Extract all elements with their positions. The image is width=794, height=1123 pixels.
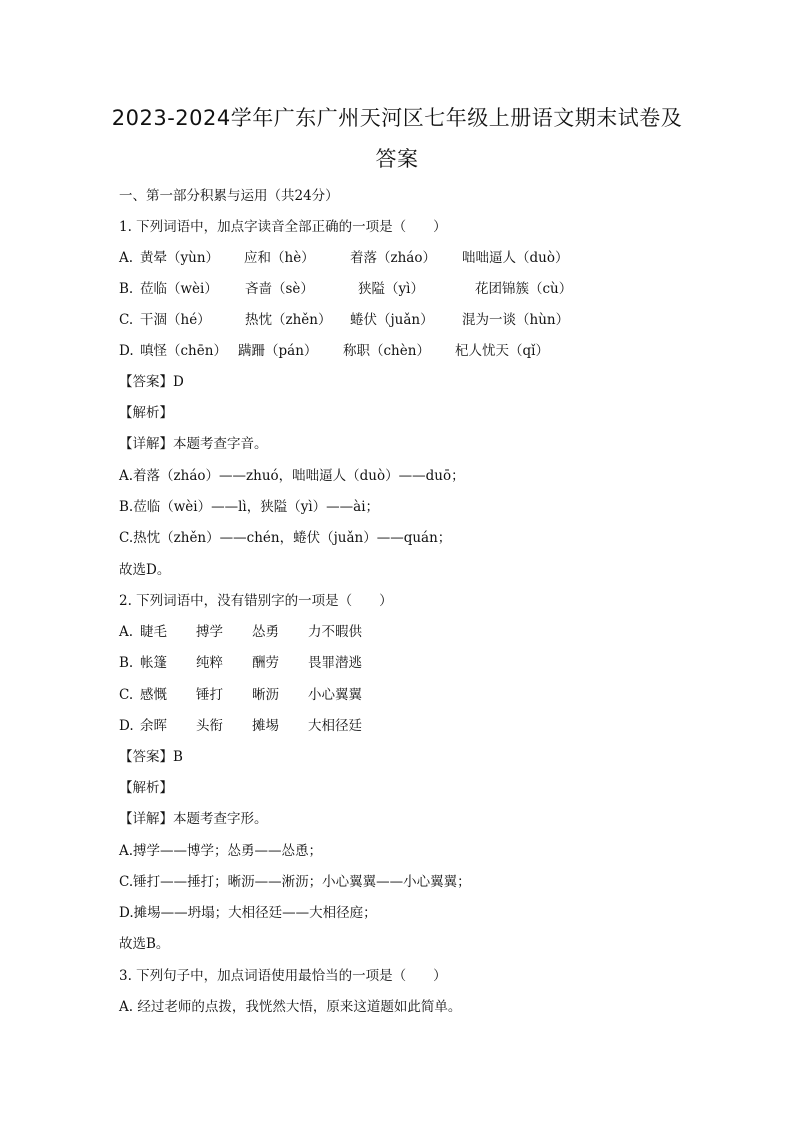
option-item: 蜷伏（juǎn） — [350, 312, 434, 328]
option-label: D. — [119, 343, 134, 359]
option-label: C. — [119, 312, 134, 328]
option-item: 头衔 — [196, 718, 223, 734]
document-title-line-2: 答案 — [375, 147, 419, 171]
option-item: 嗔怪（chēn） — [140, 343, 227, 359]
option-item: 狭隘（yì） — [358, 281, 424, 297]
q1-conclusion: 故选D。 — [119, 562, 171, 578]
option-label: A. — [119, 624, 134, 640]
option-item: 畏罪潜逃 — [308, 655, 362, 671]
option-item: 大相径廷 — [308, 718, 362, 734]
question-3-stem: 3. 下列句子中，加点词语使用最恰当的一项是（ ） — [119, 968, 447, 984]
option-item: 锤打 — [196, 687, 223, 703]
option-label: D. — [119, 718, 134, 734]
option-item: 咄咄逼人（duò） — [462, 250, 569, 266]
q1-explanation-c: C.热忱（zhěn）——chén，蜷伏（juǎn）——quán； — [119, 530, 452, 546]
q2-detail: 【详解】本题考查字形。 — [119, 811, 268, 827]
option-item: 混为一谈（hùn） — [462, 312, 570, 328]
option-item: 余晖 — [140, 718, 167, 734]
option-label: B. — [119, 281, 134, 297]
section-heading: 一、第一部分积累与运用（共24分） — [119, 188, 339, 204]
q1-detail: 【详解】本题考查字音。 — [119, 436, 268, 452]
q2-explanation-d: D.摊埸——坍塌；大相径廷——大相径庭； — [119, 905, 377, 921]
option-item: 帐篷 — [140, 655, 167, 671]
option-item: 花团锦簇（cù） — [475, 281, 573, 297]
option-item: 应和（hè） — [244, 250, 315, 266]
option-item: 杞人忧天（qǐ） — [455, 343, 549, 359]
option-item: 感慨 — [140, 687, 167, 703]
option-label: B. — [119, 655, 134, 671]
option-item: 晰沥 — [252, 687, 279, 703]
option-item: 小心翼翼 — [308, 687, 362, 703]
q1-analysis-heading: 【解析】 — [119, 405, 173, 421]
option-label: A. — [119, 250, 134, 266]
option-item: 怂勇 — [252, 624, 279, 640]
question-2-stem: 2. 下列词语中，没有错别字的一项是（ ） — [119, 593, 393, 609]
option-item: 干涸（hé） — [140, 312, 211, 328]
option-item: 力不暇供 — [308, 624, 362, 640]
q2-explanation-a: A.搏学——博学；怂勇——怂恿； — [119, 843, 323, 859]
q1-answer: 【答案】D — [119, 374, 184, 390]
option-item: 黄晕（yùn） — [140, 250, 220, 266]
option-item: 搏学 — [196, 624, 223, 640]
option-item: 称职（chèn） — [343, 343, 430, 359]
option-item: 吝啬（sè） — [245, 281, 314, 297]
option-item: 睫毛 — [140, 624, 167, 640]
option-item: 莅临（wèi） — [140, 281, 218, 297]
option-item: 热忱（zhěn） — [245, 312, 332, 328]
question-1-stem: 1. 下列词语中，加点字读音全部正确的一项是（ ） — [119, 219, 447, 235]
q1-explanation-b: B.莅临（wèi）——lì，狭隘（yì）——ài； — [119, 499, 380, 515]
option-item: 纯粹 — [196, 655, 223, 671]
document-title-line-1: 2023-2024学年广东广州天河区七年级上册语文期末试卷及 — [111, 106, 683, 130]
option-item: 酬劳 — [252, 655, 279, 671]
option-item: 蹒跚（pán） — [238, 343, 318, 359]
q2-analysis-heading: 【解析】 — [119, 780, 173, 796]
q2-explanation-c: C.锤打——捶打；晰沥——淅沥；小心翼翼——小心翼翼； — [119, 874, 471, 890]
option-label: C. — [119, 687, 134, 703]
q2-conclusion: 故选B。 — [119, 936, 170, 952]
q1-explanation-a: A.着落（zháo）——zhuó，咄咄逼人（duò）——duō； — [119, 468, 465, 484]
q2-answer: 【答案】B — [119, 749, 183, 765]
option-item: 摊埸 — [252, 718, 279, 734]
option-item: 着落（zháo） — [350, 250, 436, 266]
q3-option-a: A. 经过老师的点拨，我恍然大悟，原来这道题如此简单。 — [119, 999, 462, 1015]
